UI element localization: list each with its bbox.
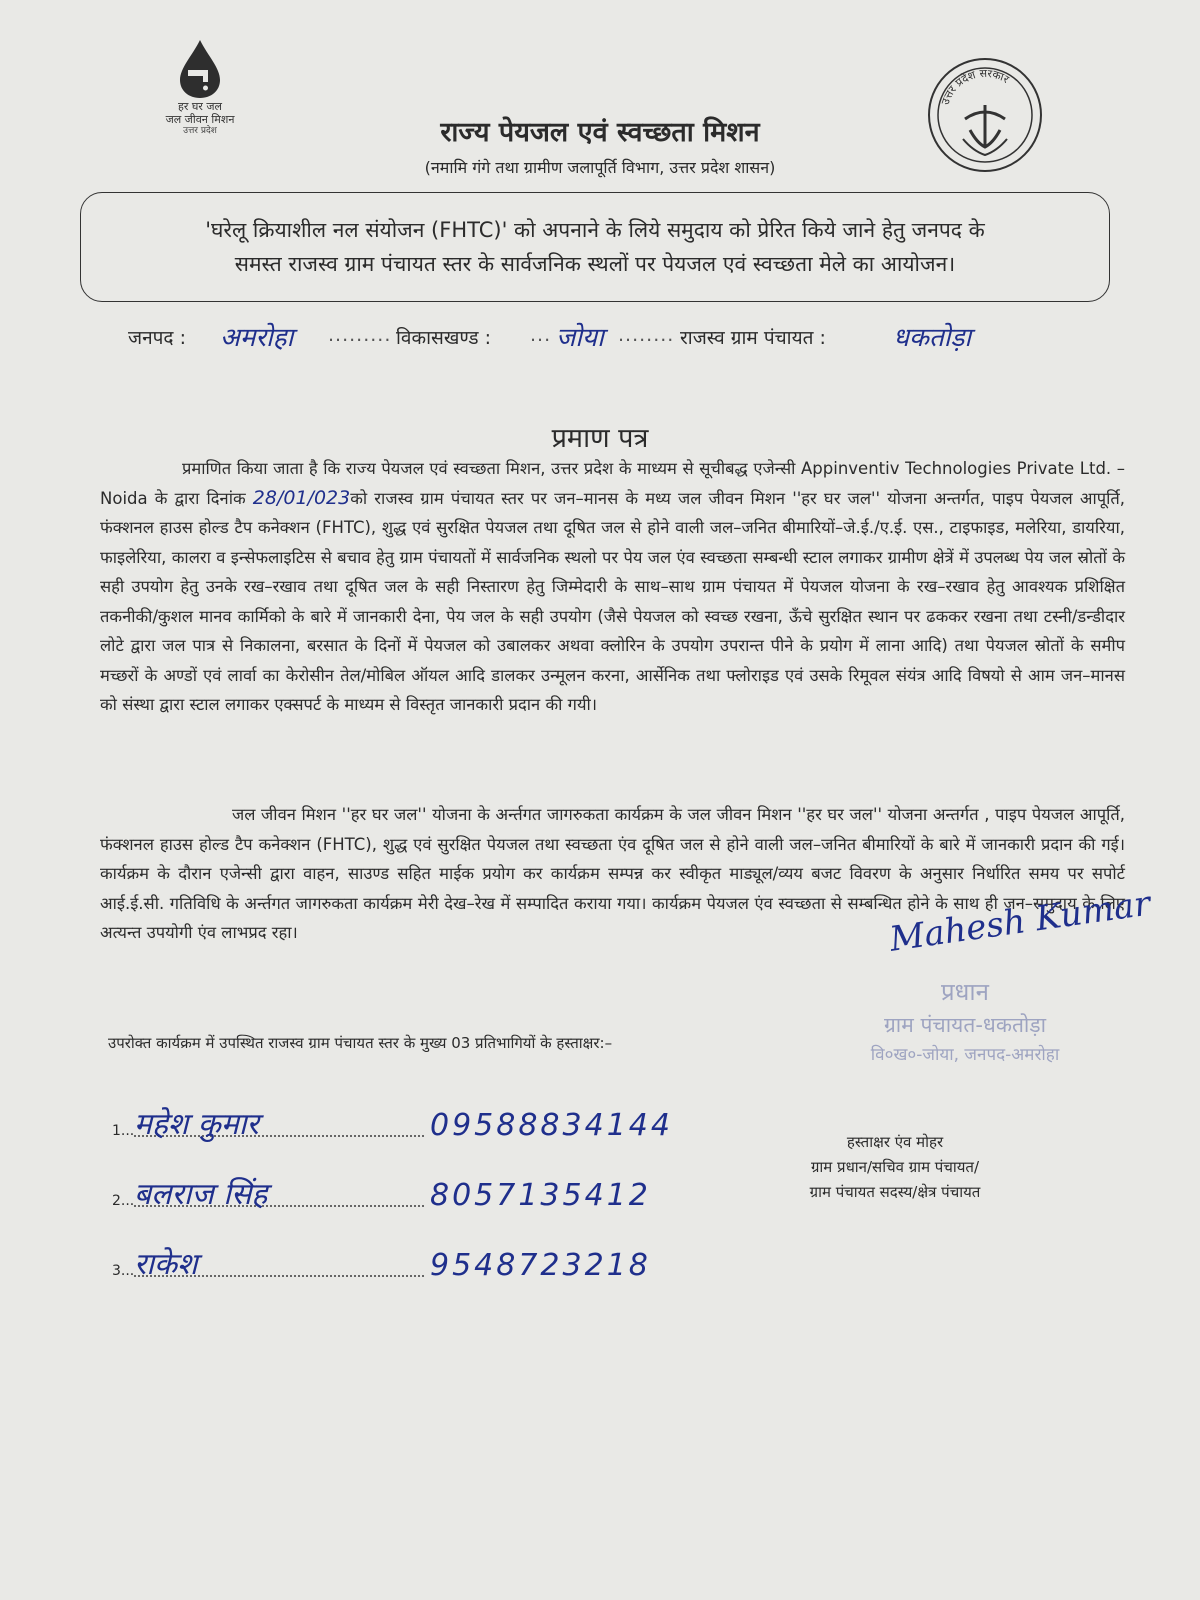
p1-after-date: को राजस्व ग्राम पंचायत स्तर पर जन–मानस के मध्य जल जीवन मिशन ''हर घर जल'' योजना अन्तर्गत, पाइप पेयजल आपूर्ति, फंक्शनल हाउस होल्ड टैप कनेक्शन (FHTC), शुद्ध एवं सुरक्षित पेयजल तथा दूषित जल से होने वाली जल–जनित बीमारियों–जे.ई./ए.ई. एस., टाइफाइड, मलेरिया, डायरिया, फाइलेरिया, कालरा व इन्सेफलाइटिस से बचाव हेतु ग्राम पंचायतों में सार्वजनिक स्थलो पर पेय जल एंव स्वच्छता सम्बन्धी स्टाल लगाकर ग्रामीण क्षेत्रें में उपलब्ध पेय जल स्रोतों के सही उपयोग हेतु उनके रख–रखाव तथा दूषित जल के सही निस्तारण हेतु जिम्मेदारी के साथ–साथ ग्राम पंचायत में पेयजल योजना के रख–रखाव हेतु आवश्यक प्रशिक्षित तकनीकी/कुशल मानव कार्मिको के बारे में जानकारी देना, पेय जल के सही उपयोग (जैसे पेयजल को स्वच्छ रखना, ऊँचे सुरक्षित स्थान पर ढककर रखना तथा टस्नी/डन्डीदार लोटे द्वारा जल पात्र से निकालना, बरसात के दिनों में पेयजल को उबालकर अथवा क्लोरिन के उपयोग उपरान्त पीने के प्रयोग में लाना आदि) तथा पेयजल स्रोतों के समीप मच्छरों के अण्डों एवं लार्वा का केरोसीन तेल/मोबिल ऑयल आदि डालकर उन्मूलन करना, आर्सेनिक तथा फ्लोराइड एवं उसके रिमूवल संयंत्र आदि विषयो से आम जन–मानस को संस्था द्वारा स्टाल लगाकर एक्सपर्ट के माध्यम से विस्तृत जानकारी प्रदान की गयी। xyxy=(100,488,1126,714)
participant-phone: 9548723218 xyxy=(430,1248,651,1283)
participant-phone: 09588834144 xyxy=(430,1108,673,1143)
p1-before-date: प्रमाणित किया जाता है कि राज्य पेयजल एवं स्वच्छता मिशन, उत्तर प्रदेश के माध्यम से सूचीबद्ध एजेन्सी Appinventiv Technologies Private Ltd. – Noida के द्वारा दिनांक xyxy=(100,459,1125,508)
participant-phone: 8057135412 xyxy=(430,1178,651,1213)
district-dots: ......... xyxy=(328,324,392,346)
mission-subtitle: (नमामि गंगे तथा ग्रामीण जलापूर्ति विभाग, उत्तर प्रदेश शासन) xyxy=(424,158,776,177)
water-drop-icon xyxy=(170,38,230,100)
participants-label: उपरोक्त कार्यक्रम में उपस्थित राजस्व ग्राम पंचायत स्तर के मुख्य 03 प्रतिभागियों के हस्ताक्षर:– xyxy=(108,1034,613,1052)
sign-block-line-2: ग्राम प्रधान/सचिव ग्राम पंचायत/ xyxy=(810,1158,980,1176)
block-dots-right: ........ xyxy=(618,324,675,346)
pradhan-signature: Mahesh Kumar xyxy=(887,883,1153,960)
stamp-line-2: ग्राम पंचायत-धकतोड़ा xyxy=(883,1013,1047,1037)
certificate-heading: प्रमाण पत्र xyxy=(551,423,649,454)
participant-row xyxy=(112,1235,692,1285)
logo-caption-1: हर घर जल xyxy=(178,100,222,113)
location-fields xyxy=(128,318,1088,362)
logo-caption-2: जल जीवन मिशन xyxy=(165,113,235,126)
participant-row xyxy=(112,1165,692,1215)
stamp-line-3: वि०ख०-जोया, जनपद-अमरोहा xyxy=(870,1045,1060,1065)
certificate-paragraph-1 xyxy=(100,454,1125,720)
participant-number: 2... xyxy=(112,1193,135,1209)
har-ghar-jal-logo xyxy=(150,38,250,137)
participant-number: 1... xyxy=(112,1123,135,1139)
pradhan-stamp xyxy=(815,975,1115,1069)
participant-name: बलराज सिंह xyxy=(134,1177,268,1212)
participant-name: महेश कुमार xyxy=(134,1107,259,1142)
event-date: 28/01/023 xyxy=(252,486,351,509)
mission-title: राज्य पेयजल एवं स्वच्छता मिशन xyxy=(440,117,760,148)
block-label: विकासखण्ड : xyxy=(396,327,492,349)
block-dots-left: ... xyxy=(530,324,552,346)
emblem-text: उत्तर प्रदेश सरकार xyxy=(938,66,1012,107)
participant-number: 3... xyxy=(112,1263,135,1279)
sign-block-line-1: हस्ताक्षर एंव मोहर xyxy=(846,1133,944,1151)
logo-caption-3: उत्तर प्रदेश xyxy=(183,126,217,136)
banner-line-2: समस्त राजस्व ग्राम पंचायत स्तर के सार्वजनिक स्थलों पर पेयजल एवं स्वच्छता मेले का आयोजन। xyxy=(234,252,956,276)
up-government-emblem xyxy=(925,55,1045,175)
sign-block-line-3: ग्राम पंचायत सदस्य/क्षेत्र पंचायत xyxy=(809,1183,981,1201)
participant-row xyxy=(112,1095,692,1145)
district-label: जनपद : xyxy=(128,327,186,349)
district-value: अमरोहा xyxy=(220,323,294,353)
stamp-line-1: प्रधान xyxy=(941,978,989,1006)
signature-block-label xyxy=(750,1130,1040,1205)
participant-name: राकेश xyxy=(134,1247,198,1282)
panchayat-label: राजस्व ग्राम पंचायत : xyxy=(680,327,826,349)
block-value: जोया xyxy=(556,323,604,353)
banner-line-1: 'घरेलू क्रियाशील नल संयोजन (FHTC)' को अपनाने के लिये समुदाय को प्रेरित किये जाने हेतु जनपद के xyxy=(205,218,985,242)
certificate-paragraph-2: जल जीवन मिशन ''हर घर जल'' योजना के अर्न्तगत जागरुकता कार्यक्रम के जल जीवन मिशन ''हर घर जल'' योजना अन्तर्गत , पाइप पेयजल आपूर्ति, फंक्शनल हाउस होल्ड टैप कनेक्शन (FHTC), शुद्ध एवं सुरक्षित पेयजल तथा स्वच्छता एंव दूषित जल से होने वाली जल–जनित बीमारियों के बारे में जानकारी प्रदान की गई। कार्यक्रम के दौरान एजेन्सी द्वारा वाहन, साउण्ड सहित माईक प्रयोग कर कार्यक्रम सम्पन्न कर स्वीकृत माड्यूल/व्यय बजट विवरण के अनुसार निर्धारित समय पर सपोर्ट आई.ई.सी. गतिविधि के अर्न्तगत जागरुकता कार्यक्रम मेरी देख–रेख में सम्पादित कराया गया। कार्यक्रम पेयजल एंव स्वच्छता से सम्बन्धित होने के साथ ही जन–समुदाय के लिए अत्यन्त उपयोगी एंव लाभप्रद रहा। xyxy=(100,805,1125,942)
event-banner xyxy=(80,192,1110,302)
panchayat-value: धकतोड़ा xyxy=(893,323,972,353)
